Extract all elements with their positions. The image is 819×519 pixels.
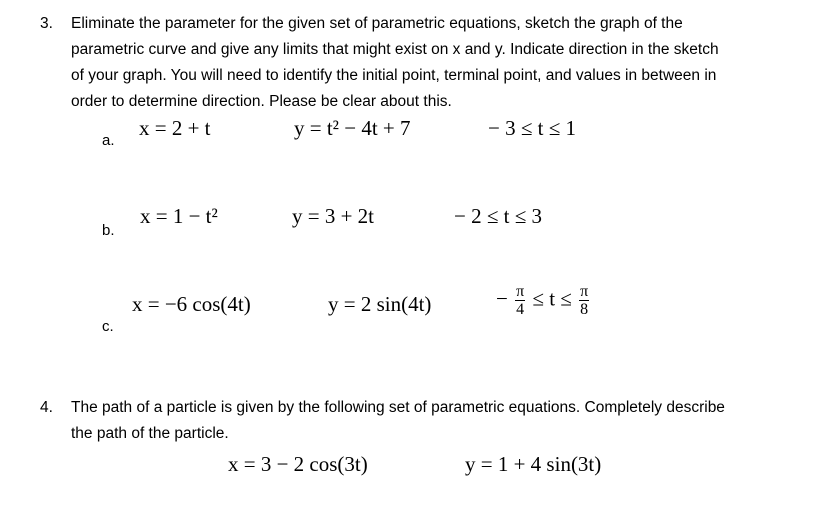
part-b-y-equation: y = 3 + 2t [292,204,375,228]
question-3-number: 3. [40,15,53,32]
part-b-x-equation: x = 1 − t² [140,204,218,228]
part-c-y-equation: y = 2 sin(4t) [328,292,432,316]
question-4-line-1: The path of a particle is given by the following set of parametric equations. Completely describe [71,399,725,416]
question-3-line-3: of your graph. You will need to identify the initial point, terminal point, and values in between in [71,67,717,84]
part-a-y-equation: y = t² − 4t + 7 [294,116,411,140]
part-c-range-middle: ≤ t ≤ [532,286,572,311]
question-4-x-equation: x = 3 − 2 cos(3t) [228,452,368,476]
part-c-label: c. [102,318,114,335]
part-b-t-range: − 2 ≤ t ≤ 3 [454,204,542,228]
part-c-t-range [496,283,591,318]
part-a-label: a. [102,132,115,149]
part-a-x-equation: x = 2 + t [139,116,211,140]
question-4-line-2: the path of the particle. [71,425,229,442]
part-b-label: b. [102,222,115,239]
part-c-upper-denominator: 8 [580,301,589,318]
question-3-line-2: parametric curve and give any limits that might exist on x and y. Indicate direction in the sketch [71,41,719,58]
part-a-t-range: − 3 ≤ t ≤ 1 [488,116,576,140]
part-c-lower-denominator: 4 [516,301,525,318]
question-3-line-1: Eliminate the parameter for the given set of parametric equations, sketch the graph of the [71,15,683,32]
part-c-lower-numerator: π [516,283,525,300]
part-c-upper-fraction [579,283,589,318]
part-c-upper-numerator: π [580,283,589,300]
question-3-line-4: order to determine direction. Please be clear about this. [71,93,452,110]
question-4-number: 4. [40,399,53,416]
part-c-range-minus: − [496,286,508,311]
question-4-y-equation: y = 1 + 4 sin(3t) [465,452,602,476]
part-c-lower-fraction [515,283,525,318]
part-c-x-equation: x = −6 cos(4t) [132,292,251,316]
